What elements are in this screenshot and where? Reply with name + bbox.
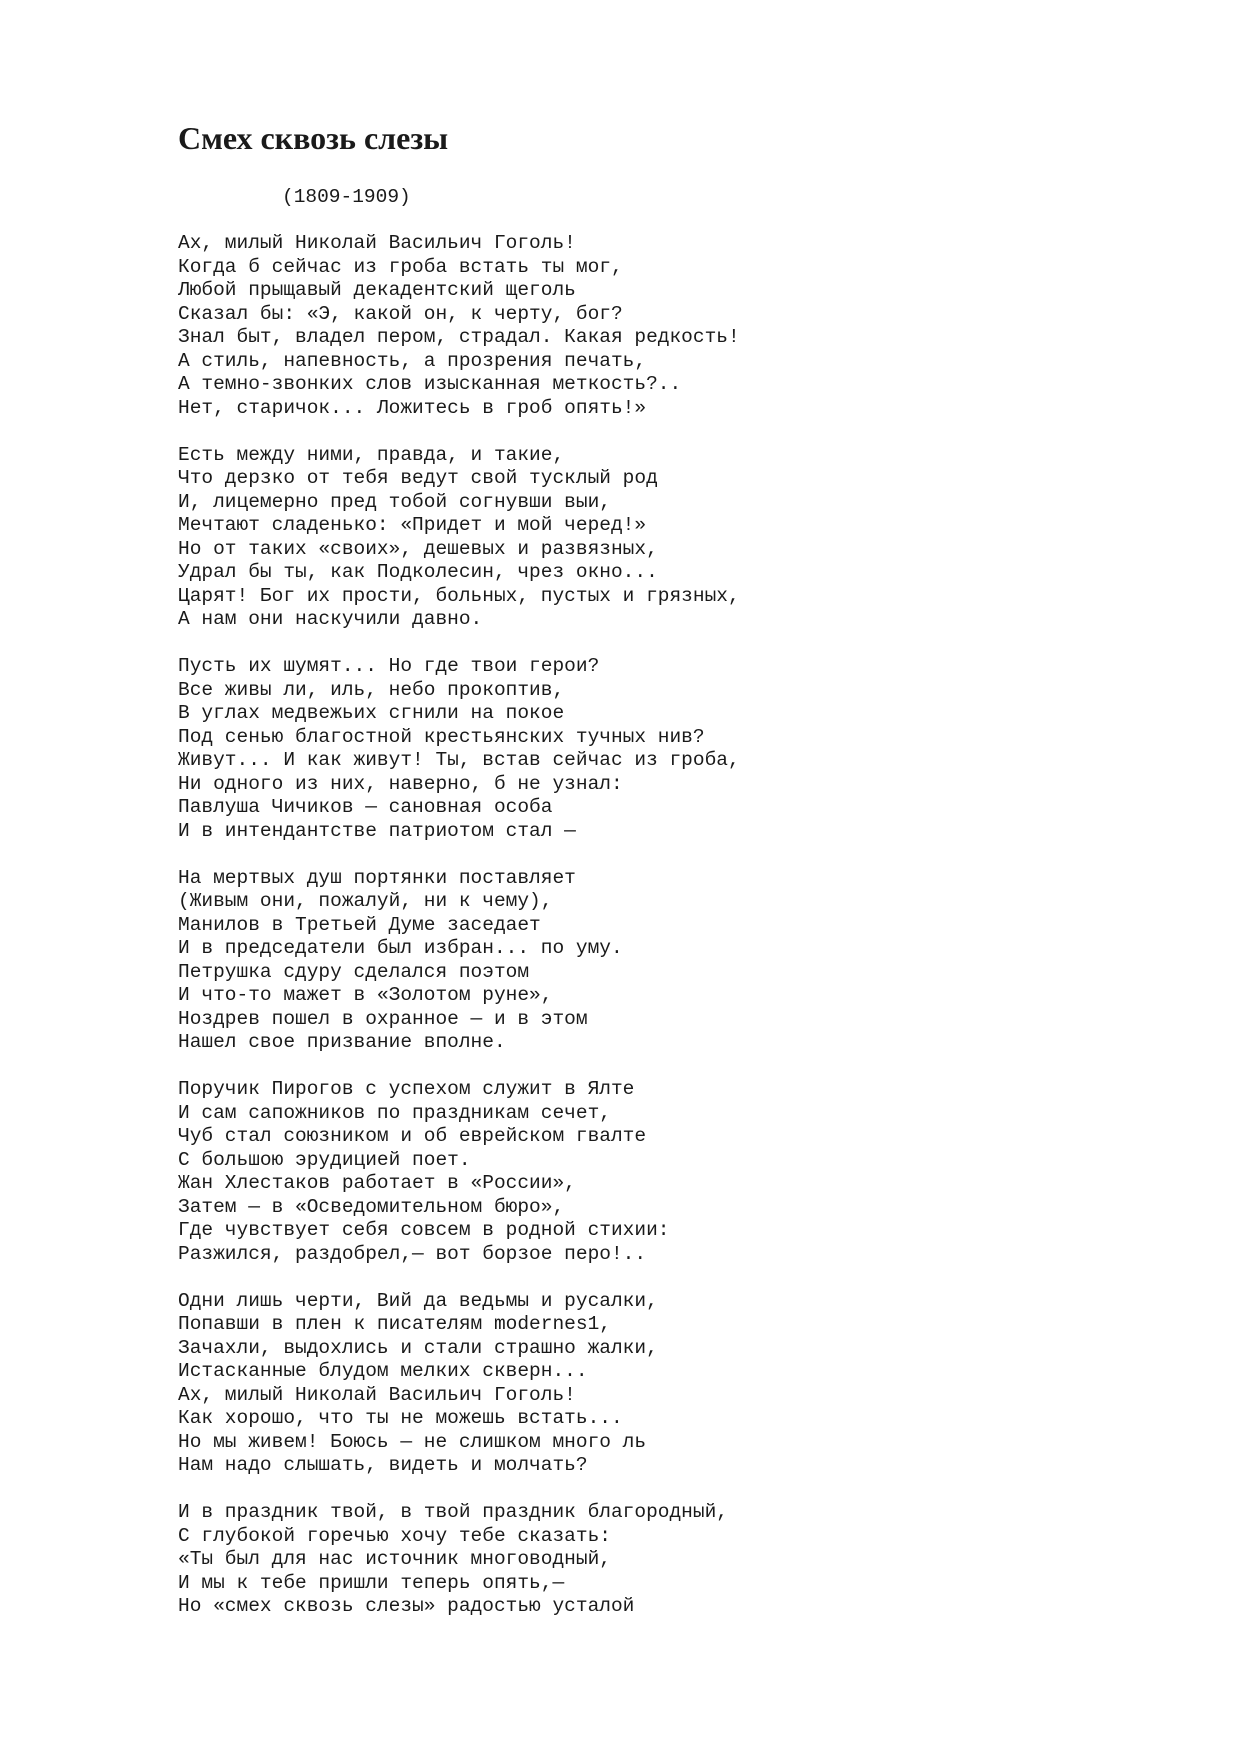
poem-line: И в праздник твой, в твой праздник благородный,	[178, 1501, 728, 1523]
poem-line: Ни одного из них, наверно, б не узнал:	[178, 772, 623, 795]
poem-line: С глубокой горечью хочу тебе сказать:	[178, 1524, 611, 1547]
poem-line: Что дерзко от тебя ведут свой тусклый род	[178, 467, 658, 489]
poem-line: Все живы ли, иль, небо прокоптив,	[178, 678, 565, 701]
poem-line: Одни лишь черти, Вий да ведьмы и русалки,	[178, 1289, 658, 1312]
poem-line: Попавши в плен к писателям modernes1,	[178, 1313, 611, 1335]
poem-line: И в интендантстве патриотом стал —	[178, 819, 576, 842]
poem-line: Но мы живем! Боюсь — не слишком много ль	[178, 1430, 647, 1453]
poem-line: Удрал бы ты, как Подколесин, чрез окно...	[178, 561, 658, 583]
poem-line: Мечтают сладенько: «Придет и мой черед!»	[178, 514, 647, 536]
poem-line: Нам надо слышать, видеть и молчать?	[178, 1454, 588, 1476]
poem-line: Живут... И как живут! Ты, встав сейчас из гроба,	[178, 749, 740, 771]
poem-line: А нам они наскучили давно.	[178, 608, 483, 630]
stanza	[178, 655, 1178, 843]
poem-dates: (1809-1909)	[282, 186, 411, 208]
stanza	[178, 1078, 1178, 1266]
poem-line: Нашел свое призвание вполне.	[178, 1031, 506, 1053]
poem-line: Где чувствует себя совсем в родной стихии:	[178, 1219, 670, 1241]
poem-line: И, лицемерно пред тобой согнувши выи,	[178, 490, 611, 513]
poem-line: Поручик Пирогов с успехом служит в Ялте	[178, 1078, 635, 1100]
poem-line: Нет, старичок... Ложитесь в гроб опять!»	[178, 396, 647, 419]
stanza	[178, 444, 1178, 632]
poem-line: Разжился, раздобрел,— вот борзое перо!..	[178, 1242, 647, 1265]
poem-line: «Ты был для нас источник многоводный,	[178, 1548, 611, 1570]
poem-line: И сам сапожников по праздникам сечет,	[178, 1101, 611, 1124]
poem-line: Когда б сейчас из гроба встать ты мог,	[178, 255, 623, 278]
poem-line: А стиль, напевность, а прозрения печать,	[178, 349, 647, 372]
poem-line: Манилов в Третьей Думе заседает	[178, 913, 541, 936]
poem-body	[178, 232, 1178, 1642]
stanza	[178, 867, 1178, 1055]
poem-line: Петрушка сдуру сделался поэтом	[178, 960, 530, 983]
poem-line: Ах, милый Николай Васильич Гоголь!	[178, 1383, 576, 1406]
stanza	[178, 232, 1178, 420]
poem-line: Ах, милый Николай Васильич Гоголь!	[178, 232, 576, 254]
poem-line: Любой прыщавый декадентский щеголь	[178, 279, 576, 301]
poem-line: Как хорошо, что ты не можешь встать...	[178, 1407, 623, 1429]
poem-line: На мертвых душ портянки поставляет	[178, 866, 576, 889]
poem-line: Царят! Бог их прости, больных, пустых и грязных,	[178, 584, 740, 607]
poem-line: Зачахли, выдохлись и стали страшно жалки,	[178, 1336, 658, 1359]
poem-line: Истасканные блудом мелких скверн...	[178, 1360, 588, 1382]
poem-line: Под сенью благостной крестьянских тучных нив?	[178, 725, 705, 748]
poem-line: И мы к тебе пришли теперь опять,—	[178, 1571, 565, 1594]
poem-line: Но от таких «своих», дешевых и развязных,	[178, 537, 658, 560]
poem-line: Павлуша Чичиков — сановная особа	[178, 796, 553, 818]
poem-line: Жан Хлестаков работает в «России»,	[178, 1172, 576, 1194]
poem-line: С большою эрудицией поет.	[178, 1148, 471, 1171]
poem-line: Есть между ними, правда, и такие,	[178, 443, 565, 466]
poem-line: А темно-звонких слов изысканная меткость?..	[178, 373, 682, 395]
poem-line: Сказал бы: «Э, какой он, к черту, бог?	[178, 302, 623, 325]
poem-line: В углах медвежьих сгнили на покое	[178, 702, 565, 724]
poem-line: (Живым они, пожалуй, ни к чему),	[178, 890, 553, 912]
poem-line: Ноздрев пошел в охранное — и в этом	[178, 1007, 588, 1030]
stanza	[178, 1290, 1178, 1478]
poem-line: Затем — в «Осведомительном бюро»,	[178, 1195, 565, 1218]
page-title: Смех сквозь слезы	[178, 120, 449, 156]
poem-line: И в председатели был избран... по уму.	[178, 937, 623, 959]
poem-line: Чуб стал союзником и об еврейском гвалте	[178, 1125, 647, 1147]
poem-line: И что-то мажет в «Золотом руне»,	[178, 984, 553, 1006]
poem-line: Пусть их шумят... Но где твои герои?	[178, 655, 600, 677]
poem-line: Но «смех сквозь слезы» радостью усталой	[178, 1595, 635, 1617]
poem-line: Знал быт, владел пером, страдал. Какая редкость!	[178, 326, 740, 348]
stanza	[178, 1501, 1178, 1619]
